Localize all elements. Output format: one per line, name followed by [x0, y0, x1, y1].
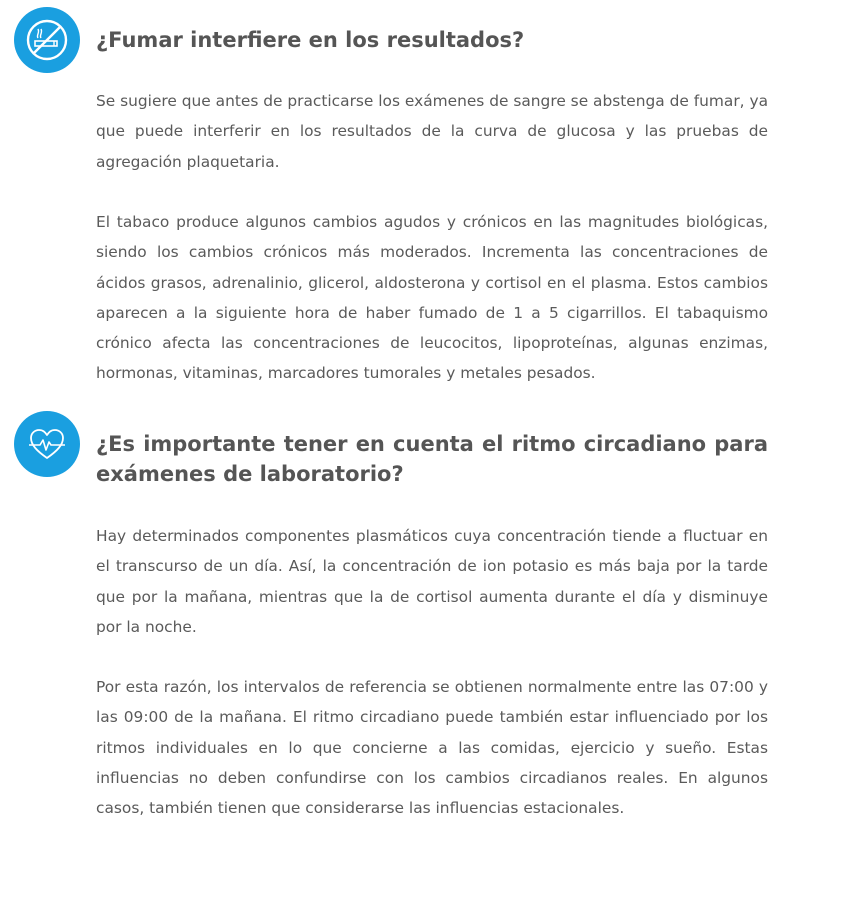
paragraph: Hay determinados componentes plasmáticos cuya concentración tiende a fluctuar en el transcurso de un día. Así, la concentración de ion potasio es más baja por la tarde que por la mañana, mientras que la de cortisol aumenta durante el día y disminuye por la noche. [96, 527, 768, 636]
section-circadian [0, 410, 844, 870]
no-smoking-icon [14, 7, 80, 73]
section-smoking [0, 0, 844, 410]
section-title: ¿Fumar interfiere en los resultados? [96, 28, 525, 52]
paragraph: Por esta razón, los intervalos de referencia se obtienen normalmente entre las 07:00 y las 09:00 de la mañana. El ritmo circadiano puede también estar influenciado por los ritmos individuales en lo que concierne a las comidas, ejercicio y sueño. Estas influencias no deben confundirse con los cambios circadianos reales. En algunos casos, también tienen que considerarse las influencias estacionales. [96, 678, 768, 818]
section-title: ¿Es importante tener en cuenta el ritmo circadiano para exámenes de laboratorio? [96, 432, 768, 486]
paragraph: El tabaco produce algunos cambios agudos y crónicos en las magnitudes biológicas, siendo los cambios crónicos más moderados. Incrementa las concentraciones de ácidos grasos, adrenalinio, glicerol, aldosterona y cortisol en el plasma. Estos cambios aparecen a la siguiente hora de haber fumado de 1 a 5 cigarrillos. El tabaquismo crónico afecta las concentraciones de leucocitos, lipoproteínas, algunas enzimas, hormonas, vitaminas, marcadores tumorales y metales pesados. [96, 213, 768, 383]
paragraph: Se sugiere que antes de practicarse los exámenes de sangre se abstenga de fumar, ya que puede interferir en los resultados de la curva de glucosa y las pruebas de agregación plaquetaria. [96, 92, 769, 171]
heartbeat-icon [14, 411, 80, 477]
